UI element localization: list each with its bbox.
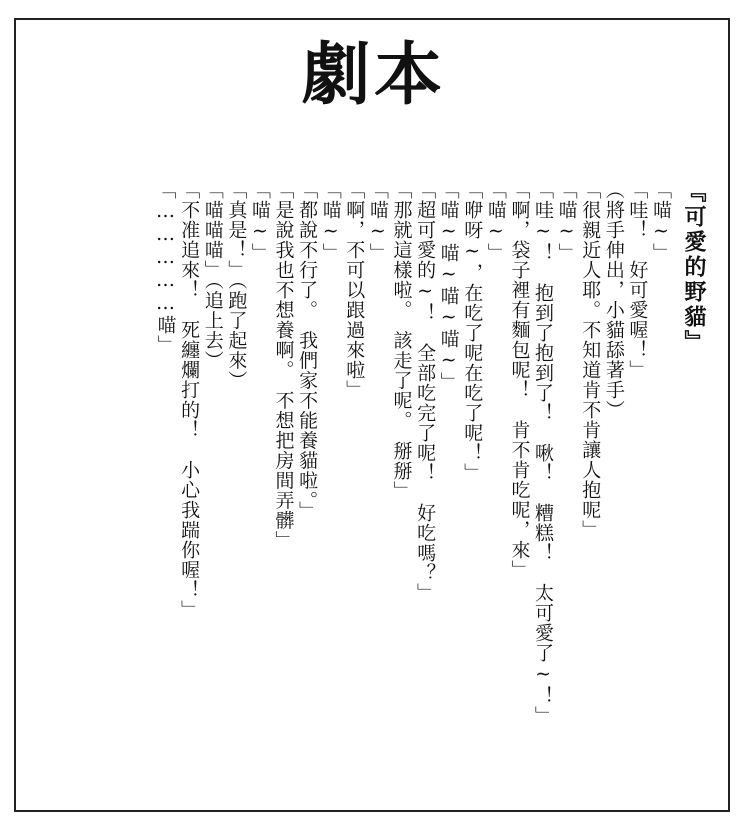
story-title: 『可愛的野貓』 [681,180,707,355]
script-line-4: 「很親近人耶。不知道肯不肯讓人抱呢」 [579,180,602,540]
script-line-3: （將手伸出，小貓舔著手） [602,180,625,420]
script-line-5: 「喵∼」 [555,180,578,263]
script-line-10: 「喵∼喵∼喵∼喵∼」 [437,180,460,392]
script-line-14: 「啊，不可以跟過來啦」 [343,180,366,400]
script-line-18: 「喵∼」 [248,180,271,263]
script-line-22: 「……………喵」 [154,180,177,355]
script-line-15: 「喵∼」 [319,180,342,263]
script-line-13: 「喵∼」 [366,180,389,263]
script-line-11: 「超可愛的∼！ 全部吃完了呢！ 好吃嗎？」 [414,180,437,603]
script-line-17: 「是說我也不想養啊。 不想把房間弄髒」 [272,180,295,551]
script-line-9: 「咿呀∼，在吃了呢在吃了呢！」 [461,180,484,483]
script-line-6: 「哇∼！ 抱到了抱到了！ 啾！ 糟糕！ 太可愛了∼！」 [532,180,555,726]
script-text [58,180,710,780]
script-line-7: 「啊，袋子裡有麵包呢！ 肯不肯吃呢，來」 [508,180,531,580]
script-line-20: 「喵喵喵」（追上去） [201,180,224,371]
script-line-1: 「喵∼」 [650,180,672,263]
script-line-2: 「哇！ 好可愛喔！」 [626,180,649,380]
script-line-19: 「真是！」（跑了起來） [225,180,248,391]
script-line-16: 「都說不行了。 我們家不能養貓啦。」 [296,180,319,521]
page-title: 劇本 [301,36,446,115]
script-line-8: 「喵∼」 [484,180,507,263]
script-line-12: 「那就這樣啦。 該走了呢。 掰掰」 [390,180,413,501]
script-line-21: 「不准追來！ 死纏爛打的！ 小心我踹你喔！」 [178,180,201,620]
